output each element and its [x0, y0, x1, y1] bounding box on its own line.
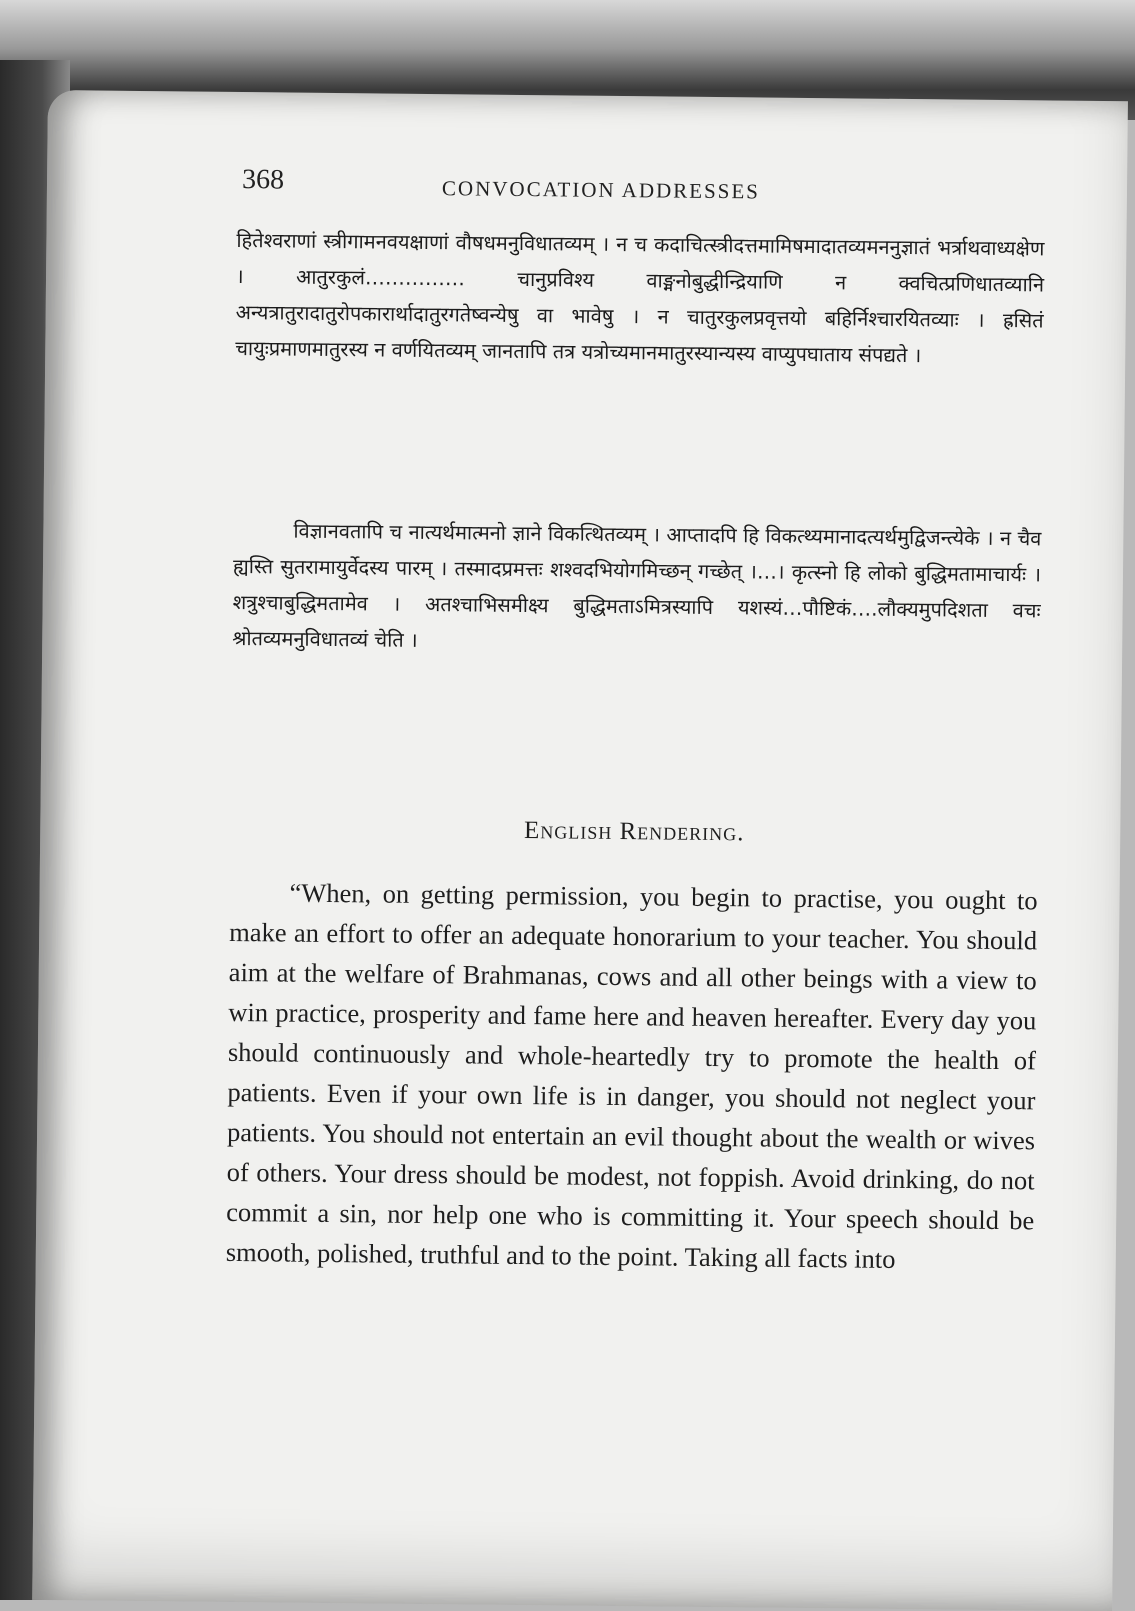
english-paragraph: “When, on getting permission, you begin to practise, you ought to make an effort to offer an adequate honorarium to your teacher. You should aim at the welfare of Brahmanas, cows and all other beings with a view to win practice, prosperity and fame here and heaven hereafter. Every day you should continuously and whole-heartedly try to promote the health of patients. Even if your own life is in danger, you should not neglect your patients. You should not entertain an evil thought about the wealth or wives of others. Your dress should be modest, not foppish. Avoid drinking, do not commit a sin, nor help one who is committing it. Your speech should be smooth, polished, truthful and to the point. Taking all facts into [225, 877, 1038, 1274]
section-heading: English Rendering. [523, 817, 745, 847]
sanskrit-paragraph-1: हितेश्वराणां स्त्रीगामनवयक्षाणां वौषधमनुविधातव्यम् । न च कदाचित्स्त्रीदत्तमामिषमादातव्यमननुज्ञातं भर्त्राथवाध्यक्षेण । आतुरकुलं…………… चानुप्रविश्य वाङ्मनोबुद्धीन्द्रियाणि न क्वचित्प्रणिधातव्यानि अन्यत्रातुरादातुरोपकारार्थादातुरगतेष्वन्येषु वा भावेषु । न चातुरकुलप्रवृत्तयो बहिर्निश्चारयितव्याः । ह्रसितं चायुःप्रमाणमातुरस्य न वर्णयितव्यम् जानतापि तत्र यत्रोच्यमानमातुरस्यान्यस्य वाप्युपघाताय संपद्यते । [235, 227, 1045, 368]
sanskrit-paragraph-2: विज्ञानवतापि च नात्यर्थमात्मनो ज्ञाने विकत्थितव्यम् । आप्तादपि हि विकत्थ्यमानादत्यर्थमुद्विजन्त्येके । न चैव ह्यस्ति सुतरामायुर्वेदस्य पारम् । तस्मादप्रमत्तः शश्वदभियोगमिच्छन् गच्छेत् ।…। कृत्स्नो हि लोको बुद्धिमतामाचार्यः । शत्रुश्चाबुद्धिमतामेव । अतश्चाभिसमीक्ष्य बुद्धिमताऽमित्रस्यापि यशस्यं…पौष्टिकं….लौक्यमुपदिशता वचः श्रोतव्यमनुविधातव्यं चेति । [232, 518, 1042, 652]
book-page [32, 90, 1128, 1611]
running-title: CONVOCATION ADDRESSES [441, 176, 761, 204]
page-header [242, 164, 1042, 212]
page-number: 368 [241, 164, 285, 196]
